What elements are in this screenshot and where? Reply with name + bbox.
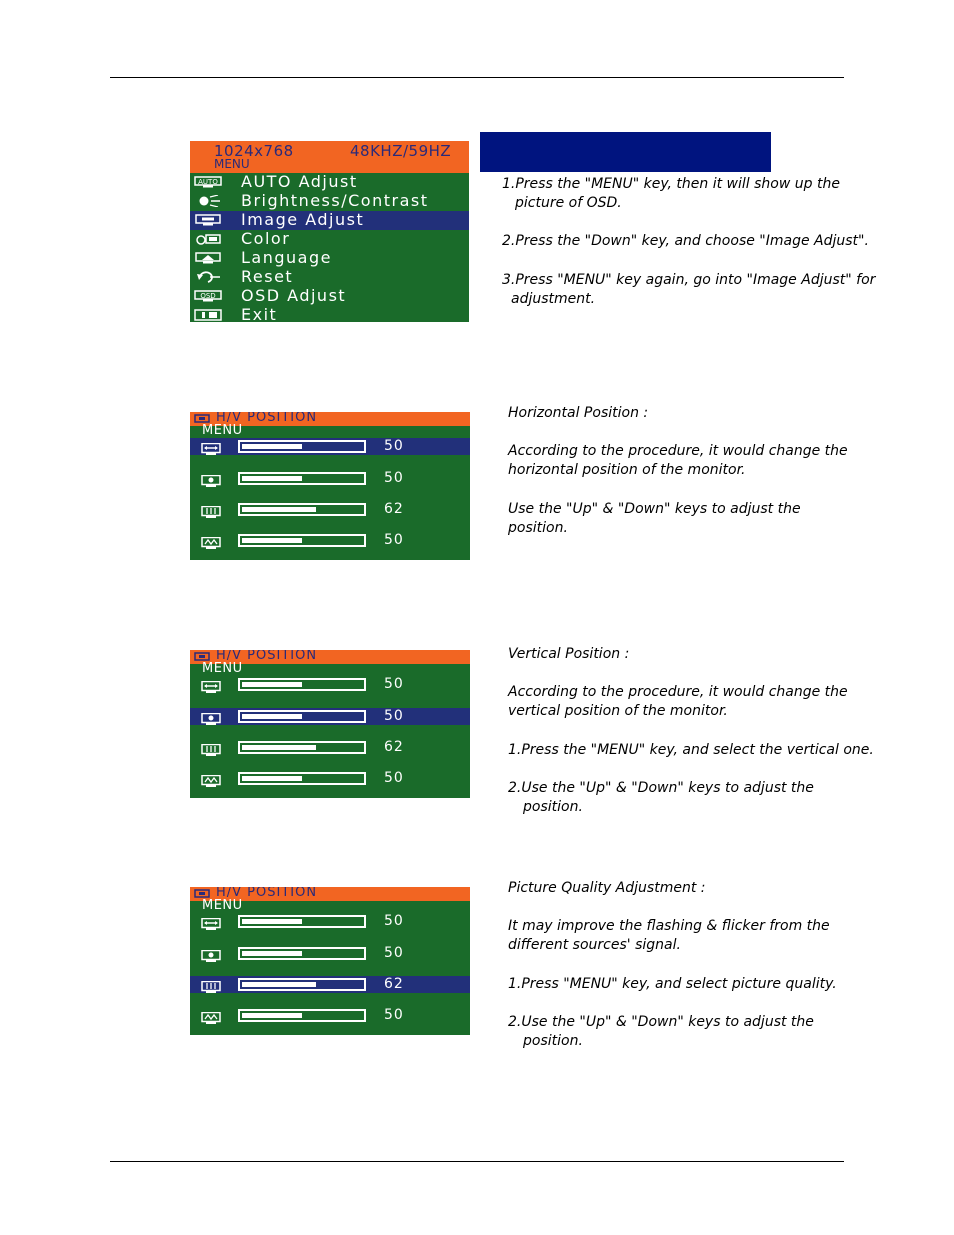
image-adjust-icon — [194, 651, 210, 661]
paragraph-line: position. — [523, 799, 583, 815]
osd-title-text: H/V POSITION — [216, 887, 318, 900]
frequency-label: 48KHZ/59HZ — [350, 142, 452, 160]
picture-quality-icon — [200, 503, 222, 517]
osd-menu-item-label: Image Adjust — [241, 210, 365, 230]
osd-slider-row[interactable] — [190, 501, 470, 518]
paragraph-line: 2.Use the "Up" & "Down" keys to adjust the — [508, 780, 814, 796]
level-bar-fill — [242, 444, 302, 449]
exit-icon — [194, 309, 222, 321]
level-bar[interactable] — [238, 947, 366, 960]
main-osd-menu — [190, 141, 469, 322]
level-bar[interactable] — [238, 915, 366, 928]
osd-slider-row[interactable] — [190, 438, 470, 455]
paragraph-line: position. — [508, 520, 568, 536]
osd-title-text: H/V POSITION — [216, 412, 318, 425]
osd-menu-items — [190, 173, 469, 322]
level-bar-fill — [242, 714, 302, 719]
osd-menu-item[interactable] — [190, 286, 469, 305]
level-bar-fill — [242, 982, 316, 987]
paragraph-line: 1.Press the "MENU" key, and select the vertical one. — [508, 742, 874, 758]
level-value: 62 — [384, 739, 404, 755]
osd-menu-item[interactable] — [190, 211, 469, 230]
level-bar[interactable] — [238, 472, 366, 485]
level-bar[interactable] — [238, 1009, 366, 1022]
level-bar[interactable] — [238, 978, 366, 991]
clock-icon — [200, 772, 222, 786]
level-value: 50 — [384, 770, 404, 786]
paragraph-line: According to the procedure, it would change the — [508, 443, 848, 459]
level-bar[interactable] — [238, 678, 366, 691]
level-bar[interactable] — [238, 440, 366, 453]
level-value: 50 — [384, 438, 404, 454]
paragraph-line: vertical position of the monitor. — [508, 703, 728, 719]
level-bar[interactable] — [238, 503, 366, 516]
level-bar[interactable] — [238, 772, 366, 785]
section-heading: Horizontal Position : — [508, 405, 649, 421]
paragraph-line: position. — [523, 1033, 583, 1049]
picture-quality-icon — [200, 978, 222, 992]
level-value: 50 — [384, 676, 404, 692]
paragraph-line: It may improve the flashing & flicker from the — [508, 918, 830, 934]
instruction-line: 3.Press "MENU" key again, go into "Image Adjust" for — [502, 272, 876, 288]
osd-header — [190, 141, 469, 173]
osd-slider-row[interactable] — [190, 532, 470, 549]
level-bar-fill — [242, 951, 302, 956]
osd-slider-row[interactable] — [190, 708, 470, 725]
osd-menu-item-label: Exit — [241, 304, 278, 322]
level-value: 62 — [384, 501, 404, 517]
section-title-bar — [480, 132, 771, 172]
level-value: 50 — [384, 708, 404, 724]
osd-menu-item-label: Brightness/Contrast — [241, 191, 429, 211]
footer-rule — [110, 1161, 844, 1162]
osd-menu-item[interactable] — [190, 173, 469, 192]
osd-menu-item[interactable] — [190, 305, 469, 322]
osd-title-text: H/V POSITION — [216, 650, 318, 663]
osd-menu-item-label: Reset — [241, 266, 294, 286]
svg-text:AUTO: AUTO — [198, 178, 218, 187]
menu-label: MENU — [214, 157, 250, 171]
osd-menu-item[interactable] — [190, 249, 469, 268]
image-adjust-icon — [194, 888, 210, 898]
osd-slider-row[interactable] — [190, 913, 470, 930]
paragraph-line: 2.Use the "Up" & "Down" keys to adjust the — [508, 1014, 814, 1030]
vertical-position-icon — [200, 472, 222, 486]
reset-icon — [194, 271, 222, 283]
level-bar-fill — [242, 776, 302, 781]
hv-position-osd-horizontal — [190, 412, 470, 560]
image-adjust-icon — [194, 214, 222, 226]
section-heading: Vertical Position : — [508, 646, 630, 662]
paragraph-line: Use the "Up" & "Down" keys to adjust the — [508, 501, 801, 517]
brightness-icon — [194, 195, 222, 207]
level-bar-fill — [242, 507, 316, 512]
level-bar-fill — [242, 1013, 302, 1018]
level-value: 50 — [384, 532, 404, 548]
auto-icon — [194, 176, 222, 188]
vertical-position-icon — [200, 947, 222, 961]
osd-menu-item[interactable] — [190, 230, 469, 249]
osd-slider-row[interactable] — [190, 676, 470, 693]
level-bar-fill — [242, 919, 302, 924]
horizontal-position-icon — [200, 678, 222, 692]
horizontal-position-icon — [200, 440, 222, 454]
osd-menu-item[interactable] — [190, 192, 469, 211]
level-value: 50 — [384, 1007, 404, 1023]
level-bar[interactable] — [238, 741, 366, 754]
level-bar-fill — [242, 682, 302, 687]
level-bar-fill — [242, 538, 302, 543]
section-heading: Picture Quality Adjustment : — [508, 880, 706, 896]
resolution-label: 1024x768 — [214, 142, 294, 160]
osd-menu-item-label: Language — [241, 248, 332, 267]
osd-menu-item-label: OSD Adjust — [241, 285, 347, 305]
horizontal-position-icon — [200, 915, 222, 929]
osd-slider-row[interactable] — [190, 1007, 470, 1024]
osd-menu-item-label: AUTO Adjust — [241, 172, 358, 192]
level-value: 50 — [384, 945, 404, 961]
hv-position-osd-quality — [190, 887, 470, 1035]
instruction-line: 2.Press the "Down" key, and choose "Image Adjust". — [502, 233, 869, 249]
osd-slider-row[interactable] — [190, 770, 470, 787]
clock-icon — [200, 1009, 222, 1023]
level-value: 62 — [384, 976, 404, 992]
color-icon — [194, 233, 222, 245]
level-bar-fill — [242, 745, 316, 750]
osd-menu-item[interactable] — [190, 267, 469, 286]
menu-label: MENU — [202, 661, 243, 676]
language-icon — [194, 252, 222, 264]
osd-slider-row[interactable] — [190, 470, 470, 487]
menu-label: MENU — [202, 423, 243, 438]
osd-slider-row[interactable] — [190, 945, 470, 962]
paragraph-line: 1.Press "MENU" key, and select picture quality. — [508, 976, 837, 992]
clock-icon — [200, 534, 222, 548]
header-rule — [110, 77, 844, 78]
osd-menu-item-label: Color — [241, 229, 291, 249]
paragraph-line: horizontal position of the monitor. — [508, 462, 746, 478]
svg-text:OSD: OSD — [200, 291, 216, 300]
paragraph-line: According to the procedure, it would change the — [508, 684, 848, 700]
instruction-line: 1.Press the "MENU" key, then it will show up the — [502, 176, 840, 192]
instruction-line: adjustment. — [511, 291, 596, 307]
image-adjust-icon — [194, 413, 210, 423]
level-bar-fill — [242, 476, 302, 481]
hv-position-osd-vertical — [190, 650, 470, 798]
picture-quality-icon — [200, 741, 222, 755]
level-value: 50 — [384, 470, 404, 486]
instruction-line: picture of OSD. — [515, 195, 622, 211]
level-value: 50 — [384, 913, 404, 929]
osd-slider-row[interactable] — [190, 739, 470, 756]
paragraph-line: different sources' signal. — [508, 937, 681, 953]
menu-label: MENU — [202, 898, 243, 913]
level-bar[interactable] — [238, 710, 366, 723]
vertical-position-icon — [200, 710, 222, 724]
osd-adjust-icon — [194, 290, 222, 302]
osd-slider-row[interactable] — [190, 976, 470, 993]
level-bar[interactable] — [238, 534, 366, 547]
